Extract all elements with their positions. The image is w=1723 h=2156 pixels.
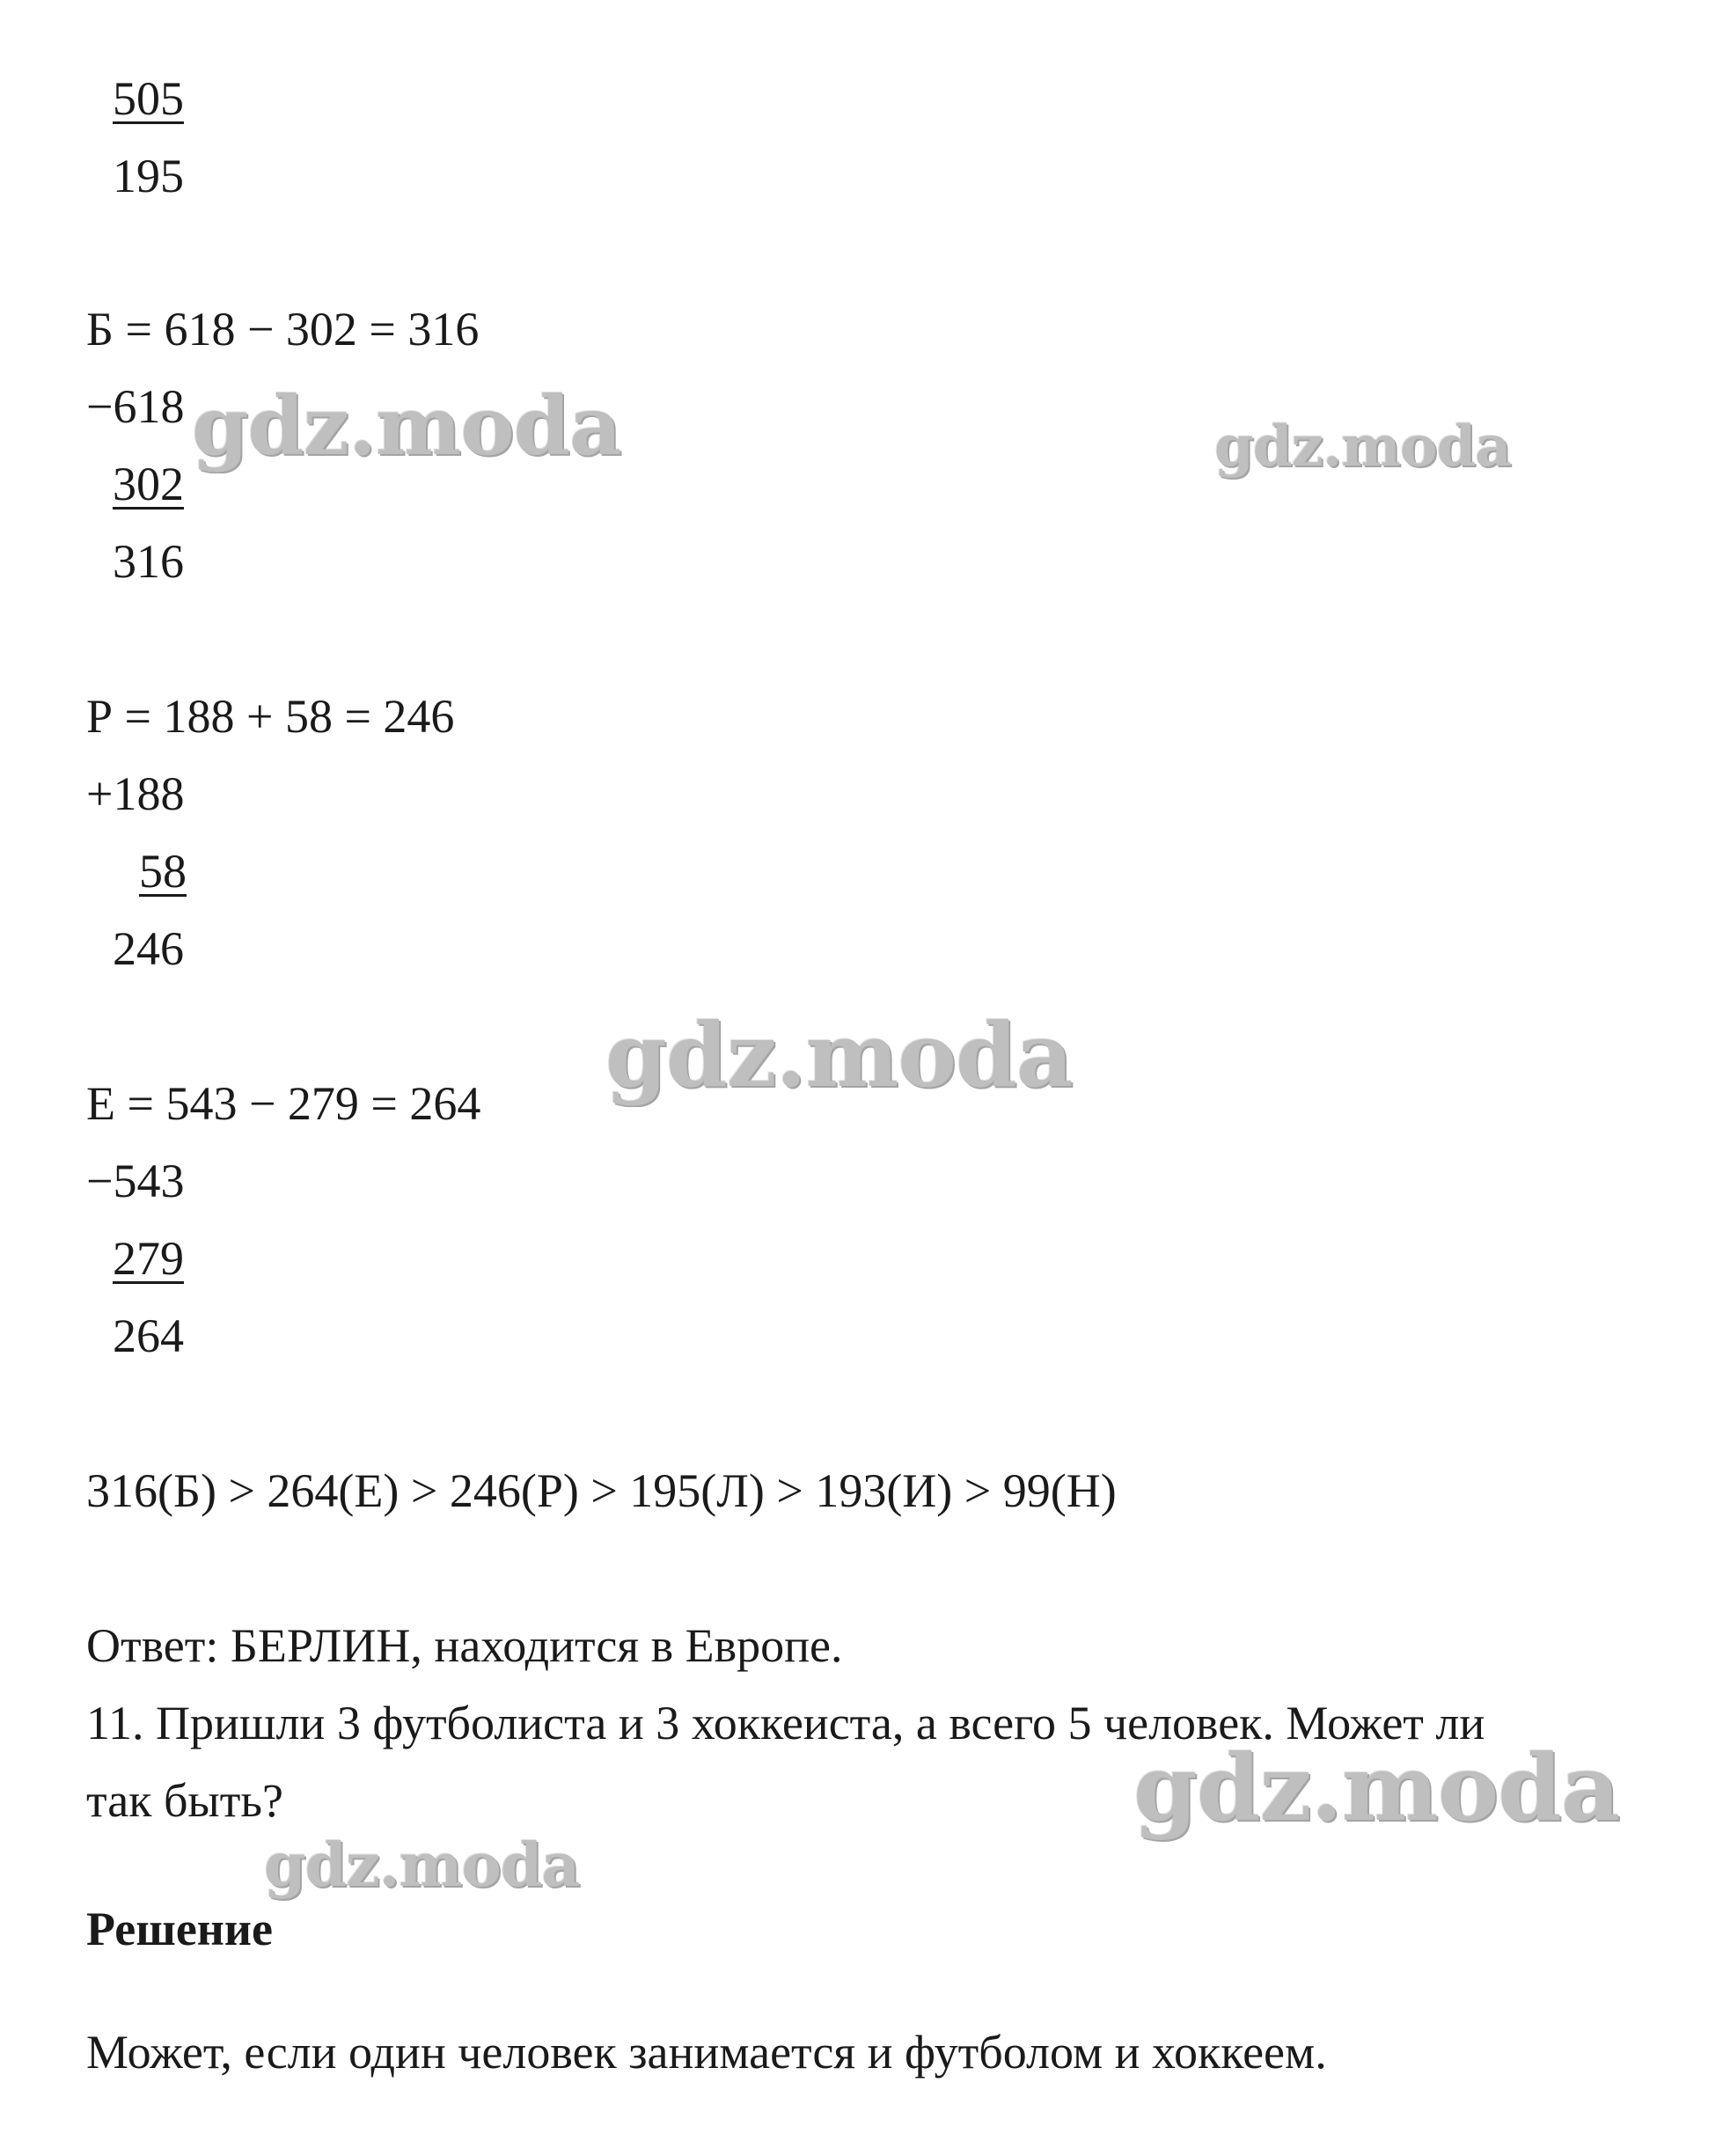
column-minuend-618: −618	[86, 380, 185, 433]
watermark-logo: gdz.moda	[264, 1830, 580, 1901]
column-result-246: 246	[113, 922, 184, 975]
column-subtrahend-302: 302	[113, 458, 184, 510]
subtraction-subtrahend-505: 505	[113, 72, 184, 125]
column-result-264: 264	[113, 1309, 184, 1362]
comparison-chain: 316(Б) > 264(Е) > 246(Р) > 195(Л) > 193(И) > 99(Н)	[86, 1464, 1117, 1517]
column-result-316: 316	[113, 535, 184, 588]
answer-text: Ответ: БЕРЛИН, находится в Европе.	[86, 1619, 843, 1672]
column-minuend-543: −543	[86, 1155, 185, 1207]
equation-e: Е = 543 − 279 = 264	[86, 1077, 481, 1130]
equation-b: Б = 618 − 302 = 316	[86, 303, 480, 356]
solution-heading: Решение	[86, 1903, 273, 1955]
column-subtrahend-279: 279	[113, 1232, 184, 1285]
equation-r: Р = 188 + 58 = 246	[86, 690, 455, 743]
solution-text: Может, если один человек занимается и футболом и хоккеем.	[86, 2026, 1327, 2079]
watermark-logo: gdz.moda	[192, 378, 621, 473]
column-addend-188: +188	[86, 767, 185, 820]
watermark-logo: gdz.moda	[1133, 1734, 1620, 1842]
watermark-logo: gdz.moda	[1214, 414, 1511, 480]
watermark-logo: gdz.moda	[605, 1003, 1073, 1107]
subtraction-result-195: 195	[113, 150, 184, 202]
task-11-line-1: 11. Пришли 3 футболиста и 3 хоккеиста, а всего 5 человек. Может ли	[86, 1697, 1485, 1749]
task-11-line-2: так быть?	[86, 1774, 283, 1827]
column-addend-58: 58	[139, 845, 187, 898]
